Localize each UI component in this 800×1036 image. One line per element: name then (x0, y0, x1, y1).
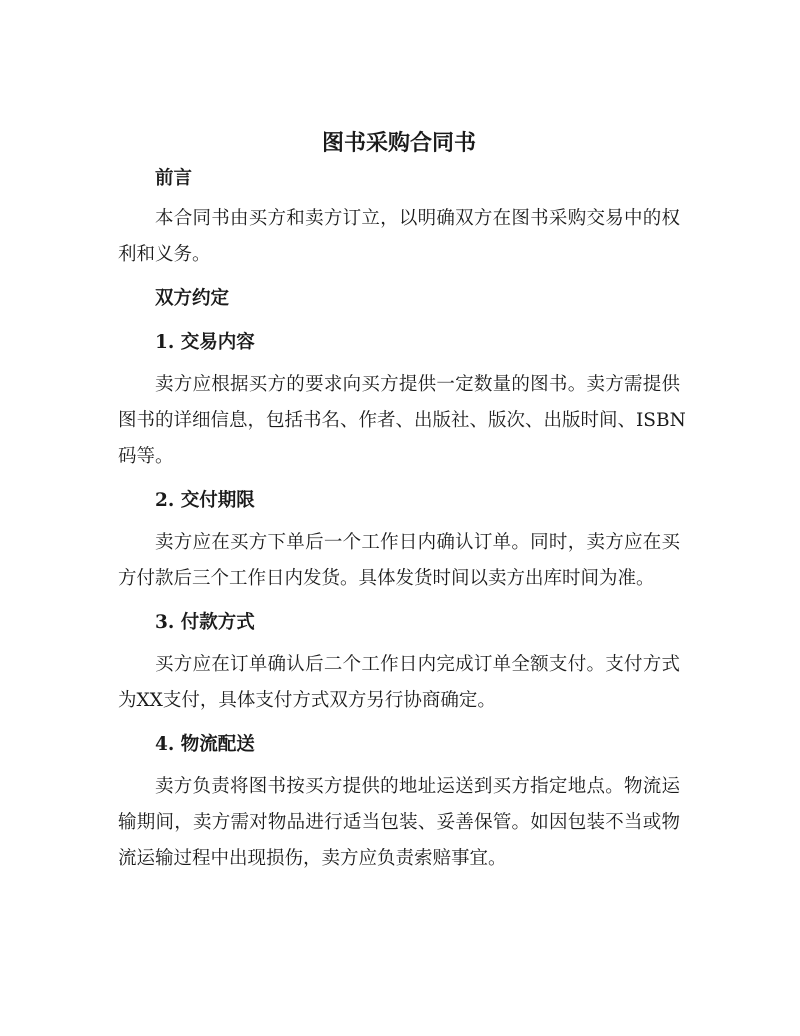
clause-paragraph (118, 769, 680, 877)
paragraph-line: 卖方负责将图书按买方提供的地址运送到买方指定地点。物流运 (155, 776, 680, 797)
paragraph-line: 方付款后三个工作日内发货。具体发货时间以卖方出库时间为准。 (118, 568, 655, 589)
paragraph-line: 卖方应在买方下单后一个工作日内确认订单。同时，卖方应在买 (155, 532, 680, 553)
preface-heading: 前言 (155, 168, 193, 189)
paragraph-line: 卖方应根据买方的要求向买方提供一定数量的图书。卖方需提供 (155, 374, 680, 395)
document-title: 图书采购合同书 (321, 130, 476, 156)
clause-list (118, 325, 686, 877)
paragraph-line: 买方应在订单确认后二个工作日内完成订单全额支付。支付方式 (155, 654, 680, 675)
paragraph-line: 码等。 (118, 446, 174, 467)
paragraph-line: 为XX支付，具体支付方式双方另行协商确定。 (118, 690, 496, 711)
clause-paragraph (118, 525, 680, 597)
paragraph-line: 输期间，卖方需对物品进行适当包装、妥善保管。如因包装不当或物 (118, 812, 680, 833)
clause-heading: 4. 物流配送 (155, 734, 255, 755)
clause-paragraph (118, 647, 680, 719)
document-body (118, 125, 686, 877)
clause-heading: 3. 付款方式 (155, 612, 255, 633)
agreement-heading: 双方约定 (155, 288, 230, 309)
clause-heading: 2. 交付期限 (155, 490, 255, 511)
paragraph-line: 流运输过程中出现损伤，卖方应负责索赔事宜。 (118, 848, 507, 869)
clause-heading: 1. 交易内容 (155, 332, 255, 353)
paragraph-line: 图书的详细信息，包括书名、作者、出版社、版次、出版时间、ISBN (118, 410, 686, 431)
paragraph-line: 本合同书由买方和卖方订立，以明确双方在图书采购交易中的权 (155, 208, 680, 229)
paragraph-line: 利和义务。 (118, 244, 211, 265)
preface-paragraph (118, 201, 680, 273)
clause-paragraph (118, 367, 686, 475)
